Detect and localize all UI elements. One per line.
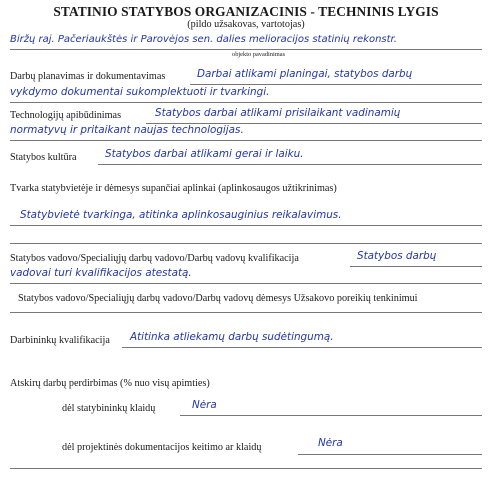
builder-errors-label: dėl statybininkų klaidų [62,403,156,414]
object-name-line [10,49,482,50]
object-name-answer: Biržų raj. Pačeriaukštės ir Parovėjos sen. dalies melioracijos statinių rekonstr. [10,34,397,45]
site-order-line-2 [10,243,482,244]
site-order-label: Tvarka statybvietėje ir dėmesys supančiai aplinkai (aplinkosaugos užtikrinimas) [10,183,337,194]
form-title: STATINIO STATYBOS ORGANIZACINIS - TECHNINIS LYGIS [53,4,439,19]
qualification-answer-1: Statybos darbų [357,250,437,262]
site-order-answer: Statybvietė tvarkinga, atitinka aplinkosauginius reikalavimus. [20,209,342,221]
technology-answer-1: Statybos darbai atlikami prisilaikant vadinamių [155,107,401,119]
planning-answer-1: Darbai atlikami planingai, statybos darbų [197,68,413,80]
planning-line-1 [190,84,482,85]
attention-line-1 [10,312,482,313]
planning-answer-2: vykdymo dokumentai sukomplektuoti ir tvarkingi. [10,86,270,98]
workers-label: Darbininkų kvalifikacija [10,335,110,346]
planning-label: Darbų planavimas ir dokumentavimas [10,71,166,82]
doc-changes-answer: Nėra [318,437,343,449]
doc-changes-line [298,454,482,455]
planning-line-2 [10,102,482,103]
form-subtitle: (pildo užsakovas, vartotojas) [187,19,305,30]
builder-errors-line [180,415,482,416]
workers-answer: Atitinka atliekamų darbų sudėtingumą. [130,331,334,343]
doc-changes-label: dėl projektinės dokumentacijos keitimo ar klaidų [62,442,262,453]
builder-errors-answer: Nėra [192,399,217,411]
site-order-line-1 [10,225,482,226]
qualification-line-2 [10,283,482,284]
qualification-label: Statybos vadovo/Specialiųjų darbų vadovo/Darbų vadovų kvalifikacija [10,253,299,264]
technology-label: Technologijų apibūdinimas [10,110,122,121]
object-name-caption: objekto pavadinimas [232,51,286,58]
redo-label: Atskirų darbų perdirbimas (% nuo visų apimties) [10,378,210,389]
technology-line-2 [10,140,482,141]
workers-line [122,347,482,348]
culture-label: Statybos kultūra [10,152,77,163]
culture-line [98,164,482,165]
attention-label: Statybos vadovo/Specialiųjų darbų vadovo/Darbų vadovų dėmesys Užsakovo poreikių tenkinimui [18,293,418,304]
qualification-answer-2: vadovai turi kvalifikacijos atestatą. [10,267,192,279]
culture-answer: Statybos darbai atlikami gerai ir laiku. [105,148,304,160]
technology-answer-2: normatyvų ir pritaikant naujas technologijas. [10,124,244,136]
bottom-line [10,468,482,469]
qualification-line-1 [350,266,482,267]
